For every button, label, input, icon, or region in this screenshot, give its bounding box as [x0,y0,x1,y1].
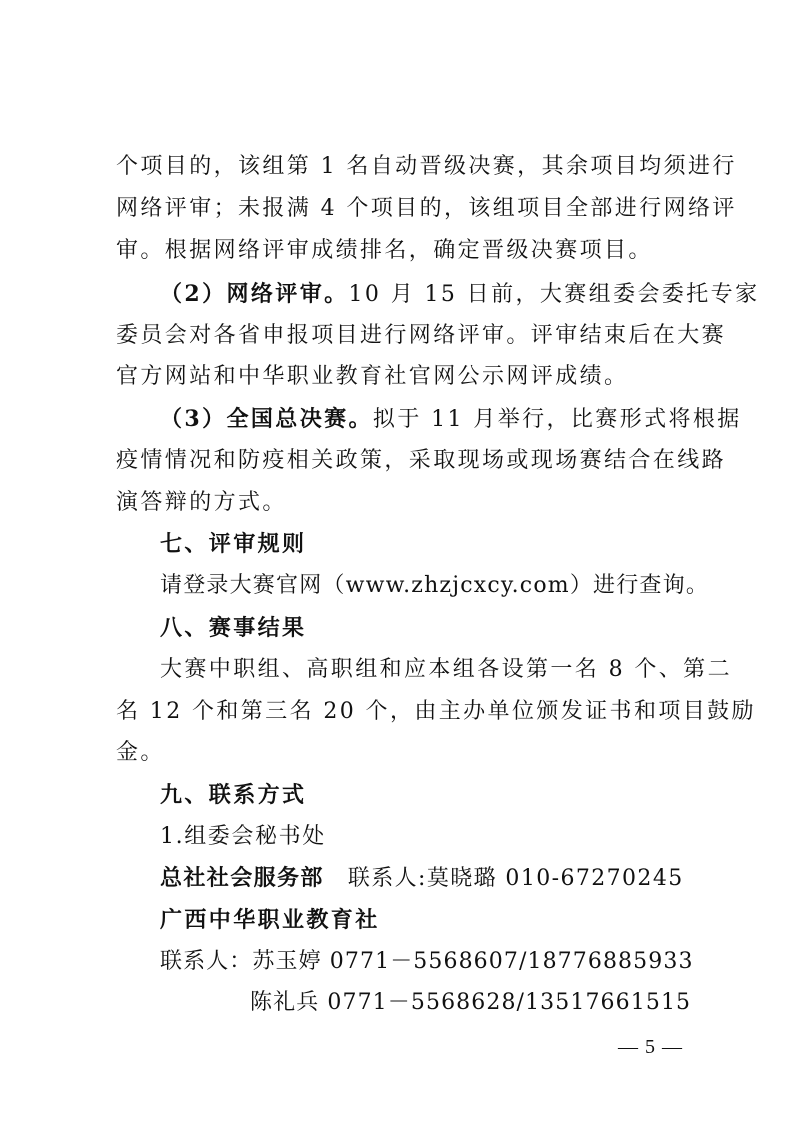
paragraph-line: 大赛中职组、高职组和应本组各设第一名 8 个、第二 [160,657,732,682]
organization-name: 广西中华职业教育社 [160,907,380,933]
subheading-national-final: （3）全国总决赛。 [160,406,373,432]
paragraph-line: 委员会对各省申报项目进行网络评审。评审结束后在大赛 [116,323,727,348]
department-name: 总社社会服务部 [160,865,324,891]
subheading-network-review: （2）网络评审。 [160,281,349,307]
paragraph-network-review [160,279,759,310]
paragraph-line: 疫情情况和防疫相关政策，采取现场或现场赛结合在线路 [116,448,727,473]
page-number: — 5 — [618,1036,683,1058]
contact-label: 联系人： [160,949,253,974]
paragraph-text: 拟于 11 月举行，比赛形式将根据 [372,407,742,432]
section-heading-contact: 九、联系方式 [160,782,307,808]
contact-person-2: 陈礼兵 0771－5568628/13517661515 [250,990,692,1015]
paragraph-line: 审。根据网络评审成绩排名，确定晋级决赛项目。 [116,238,653,263]
paragraph-line: 网络评审；未报满 4 个项目的，该组项目全部进行网络评 [116,196,737,221]
paragraph-national-final [160,404,742,435]
contact-person-1: 苏玉婷 0771－5568607/18776885933 [252,949,694,974]
section-heading-results: 八、赛事结果 [160,615,307,641]
paragraph-text: 10 月 15 日前，大赛组委会委托专家 [348,282,760,307]
paragraph-line: 演答辩的方式。 [116,490,287,515]
paragraph-line: 金。 [116,740,165,765]
contact-department-line [160,863,684,894]
paragraph-line: 请登录大赛官网（www.zhzjcxcy.com）进行查询。 [160,573,710,598]
paragraph-line: 名 12 个和第三名 20 个，由主办单位颁发证书和项目鼓励 [116,699,756,724]
section-heading-review-rules: 七、评审规则 [160,531,307,557]
paragraph-line: 官方网站和中华职业教育社官网公示网评成绩。 [116,364,629,389]
paragraph-line: 个项目的，该组第 1 名自动晋级决赛，其余项目均须进行 [116,154,737,179]
department-contact: 联系人:莫晓璐 010-67270245 [347,866,684,891]
contact-line-1 [160,947,694,977]
contact-item: 1.组委会秘书处 [160,824,326,849]
